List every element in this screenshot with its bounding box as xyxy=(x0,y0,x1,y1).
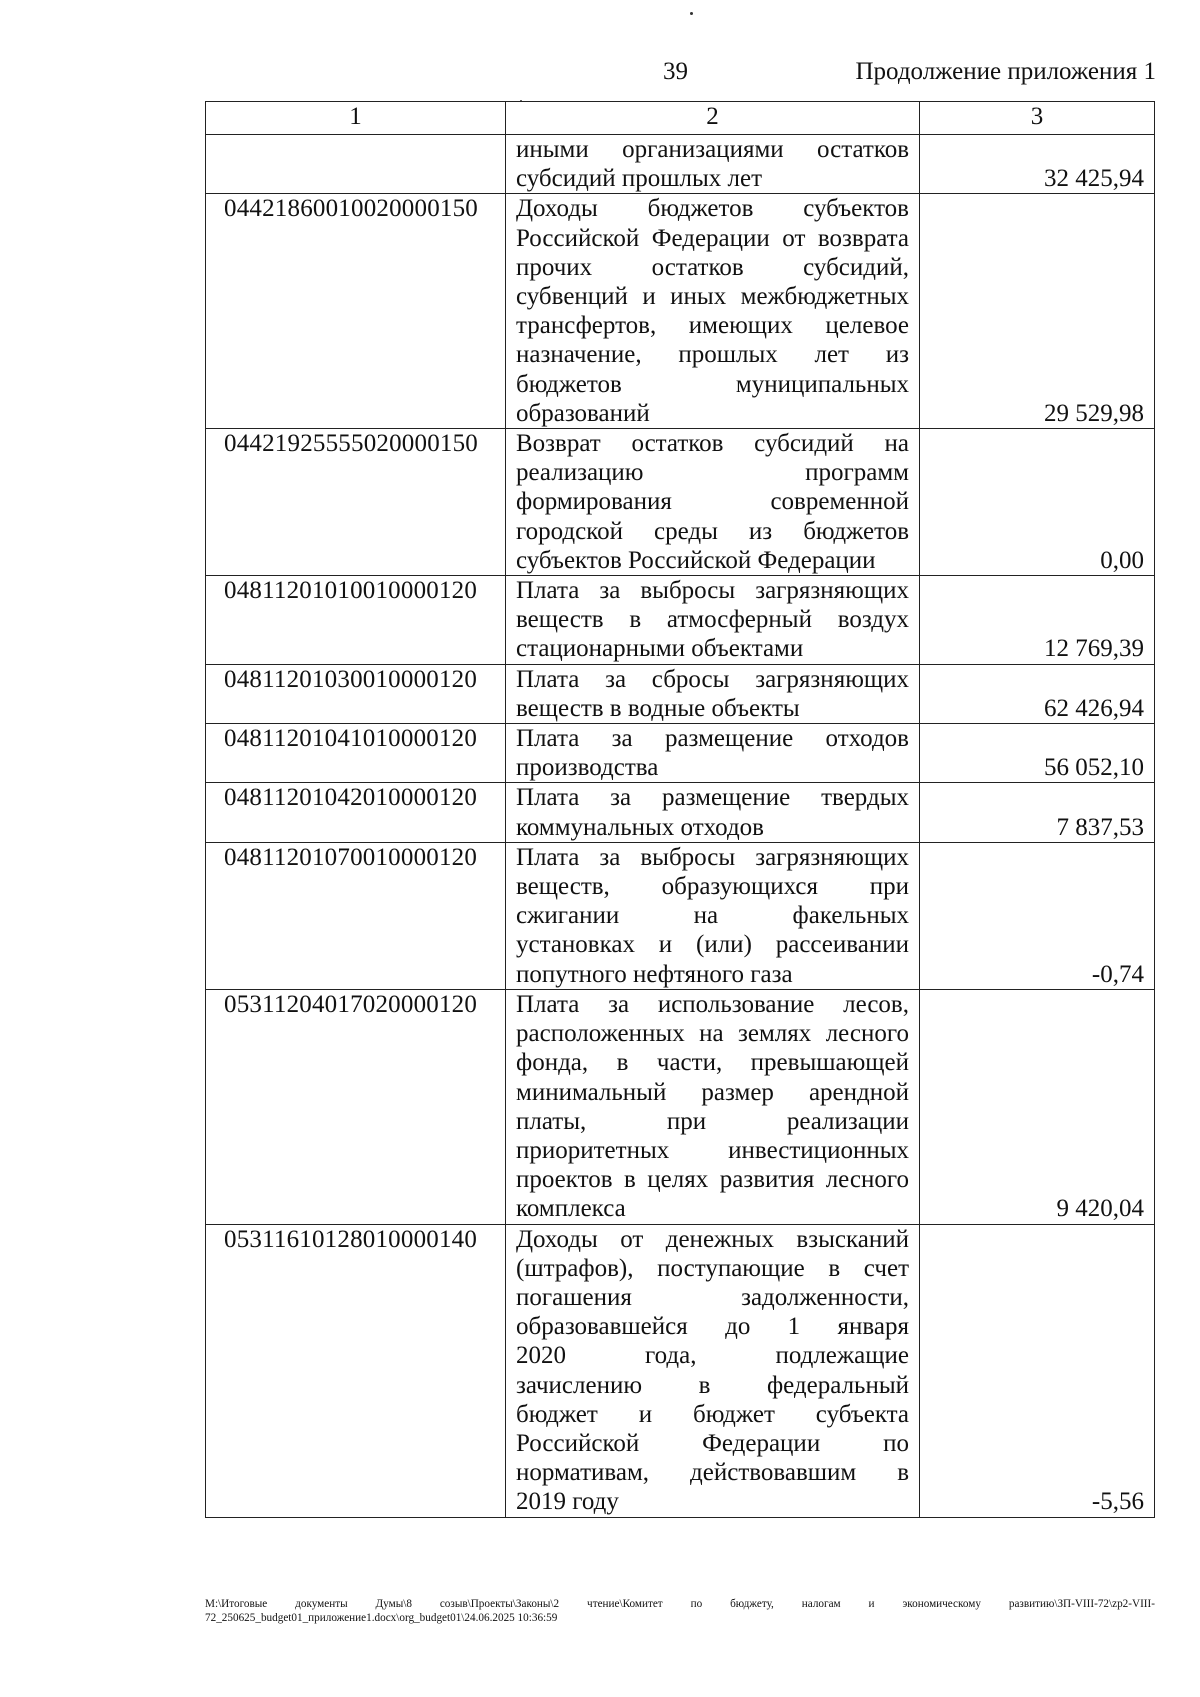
description-line: веществ в водные объекты xyxy=(516,694,800,722)
income-description-cell xyxy=(506,664,920,723)
description-line: субвенций и иных межбюджетных xyxy=(516,283,909,311)
table-row xyxy=(206,783,1155,842)
budget-code-cell: 04421925555020000150 xyxy=(206,429,506,576)
table-row xyxy=(206,576,1155,665)
budget-code-cell: 04811201010010000120 xyxy=(206,576,506,665)
page-number: 39 xyxy=(663,58,688,85)
description-line: трансфертов, имеющих целевое xyxy=(516,312,909,340)
description-line: веществ, образующихся при xyxy=(516,873,909,901)
description-line: веществ в атмосферный воздух xyxy=(516,606,909,634)
description-line: бюджетов муниципальных xyxy=(516,370,909,398)
budget-code-cell: 05311204017020000120 xyxy=(206,989,506,1224)
budget-code-cell: 04811201070010000120 xyxy=(206,842,506,989)
description-line: коммунальных отходов xyxy=(516,813,764,841)
income-description-cell xyxy=(506,194,920,429)
description-line: Плата за сбросы загрязняющих xyxy=(516,665,909,693)
income-description-cell xyxy=(506,135,920,194)
amount-cell: 12 769,39 xyxy=(920,576,1155,665)
table-row xyxy=(206,664,1155,723)
description-line: минимальный размер арендной xyxy=(516,1078,909,1106)
description-line: Плата за размещение отходов xyxy=(516,725,909,753)
column-header-3: 3 xyxy=(920,102,1155,135)
description-line: образований xyxy=(516,399,650,427)
amount-cell: 62 426,94 xyxy=(920,664,1155,723)
income-description-cell xyxy=(506,576,920,665)
description-line: назначение, прошлых лет из xyxy=(516,341,909,369)
description-line: (штрафов), поступающие в счет xyxy=(516,1254,909,1282)
description-line: городской среды из бюджетов xyxy=(516,517,909,545)
description-line: фонда, в части, превышающей xyxy=(516,1049,909,1077)
budget-code-cell: 04811201041010000120 xyxy=(206,724,506,783)
income-description-cell xyxy=(506,1224,920,1517)
budget-code-cell: 05311610128010000140 xyxy=(206,1224,506,1517)
description-line: сжигании на факельных xyxy=(516,902,909,930)
amount-cell: 0,00 xyxy=(920,429,1155,576)
amount-cell: 56 052,10 xyxy=(920,724,1155,783)
description-line: Плата за использование лесов, xyxy=(516,990,909,1018)
amount-cell: -5,56 xyxy=(920,1224,1155,1517)
scan-speck xyxy=(690,12,693,15)
document-path-footer xyxy=(205,1597,1155,1625)
description-line: иными организациями остатков xyxy=(516,136,909,163)
budget-code-cell: 04811201030010000120 xyxy=(206,664,506,723)
description-line: субсидий прошлых лет xyxy=(516,165,763,193)
description-line: прочих остатков субсидий, xyxy=(516,253,909,281)
description-line: Доходы бюджетов субъектов xyxy=(516,195,909,223)
description-line: Плата за выбросы загрязняющих xyxy=(516,843,909,871)
description-line: приоритетных инвестиционных xyxy=(516,1136,909,1164)
table-row xyxy=(206,194,1155,429)
description-line: 2020 года, подлежащие xyxy=(516,1342,909,1370)
amount-cell: 7 837,53 xyxy=(920,783,1155,842)
description-line: платы, при реализации xyxy=(516,1107,909,1135)
description-line: зачислению в федеральный xyxy=(516,1371,909,1399)
description-line: проектов в целях развития лесного xyxy=(516,1166,909,1194)
column-header-1: 1 xyxy=(206,102,506,135)
description-line: производства xyxy=(516,754,659,782)
description-line: нормативам, действовавшим в xyxy=(516,1459,909,1487)
table-row xyxy=(206,842,1155,989)
income-description-cell xyxy=(506,842,920,989)
table-row xyxy=(206,135,1155,194)
budget-code-cell: 04421860010020000150 xyxy=(206,194,506,429)
table-row xyxy=(206,1224,1155,1517)
income-description-cell xyxy=(506,783,920,842)
description-line: бюджет и бюджет субъекта xyxy=(516,1400,909,1428)
table-row xyxy=(206,429,1155,576)
amount-cell: 9 420,04 xyxy=(920,989,1155,1224)
description-line: формирования современной xyxy=(516,488,909,516)
description-line: Плата за размещение твердых xyxy=(516,784,909,812)
table-row xyxy=(206,989,1155,1224)
description-line: Возврат остатков субсидий на xyxy=(516,430,909,458)
description-line: Доходы от денежных взысканий xyxy=(516,1225,909,1253)
description-line: погашения задолженности, xyxy=(516,1283,909,1311)
column-header-2: 2 xyxy=(506,102,920,135)
footer-path-line-2: 72_250625_budget01_приложение1.docx\org_budget01\24.06.2025 10:36:59 xyxy=(205,1612,558,1624)
description-line: субъектов Российской Федерации xyxy=(516,546,876,574)
description-line: Российской Федерации от возврата xyxy=(516,224,909,252)
description-line: Российской Федерации по xyxy=(516,1429,909,1457)
amount-cell: 32 425,94 xyxy=(920,135,1155,194)
appendix-continuation-label: Продолжение приложения 1 xyxy=(855,58,1156,85)
income-description-cell xyxy=(506,989,920,1224)
budget-code-cell xyxy=(206,135,506,194)
description-line: стационарными объектами xyxy=(516,635,804,663)
description-line: комплекса xyxy=(516,1195,626,1223)
table-row xyxy=(206,724,1155,783)
footer-path-line-1: M:\Итоговые документы Думы\8 созыв\Проекты\Законы\2 чтение\Комитет по бюджету, налогам и экономическому развитию\ЗП-VIII-72\zp2-VIII- xyxy=(205,1598,1155,1610)
description-line: реализацию программ xyxy=(516,459,909,487)
amount-cell: 29 529,98 xyxy=(920,194,1155,429)
description-line: расположенных на землях лесного xyxy=(516,1020,909,1048)
description-line: 2019 году xyxy=(516,1488,619,1516)
table-body xyxy=(206,135,1155,1518)
budget-code-cell: 04811201042010000120 xyxy=(206,783,506,842)
income-description-cell xyxy=(506,429,920,576)
table-header-row xyxy=(206,102,1155,135)
amount-cell: -0,74 xyxy=(920,842,1155,989)
description-line: установках и (или) рассеивании xyxy=(516,931,909,959)
description-line: образовавшейся до 1 января xyxy=(516,1313,909,1341)
income-description-cell xyxy=(506,724,920,783)
description-line: попутного нефтяного газа xyxy=(516,960,793,988)
description-line: Плата за выбросы загрязняющих xyxy=(516,577,909,605)
budget-table xyxy=(205,101,1155,1518)
